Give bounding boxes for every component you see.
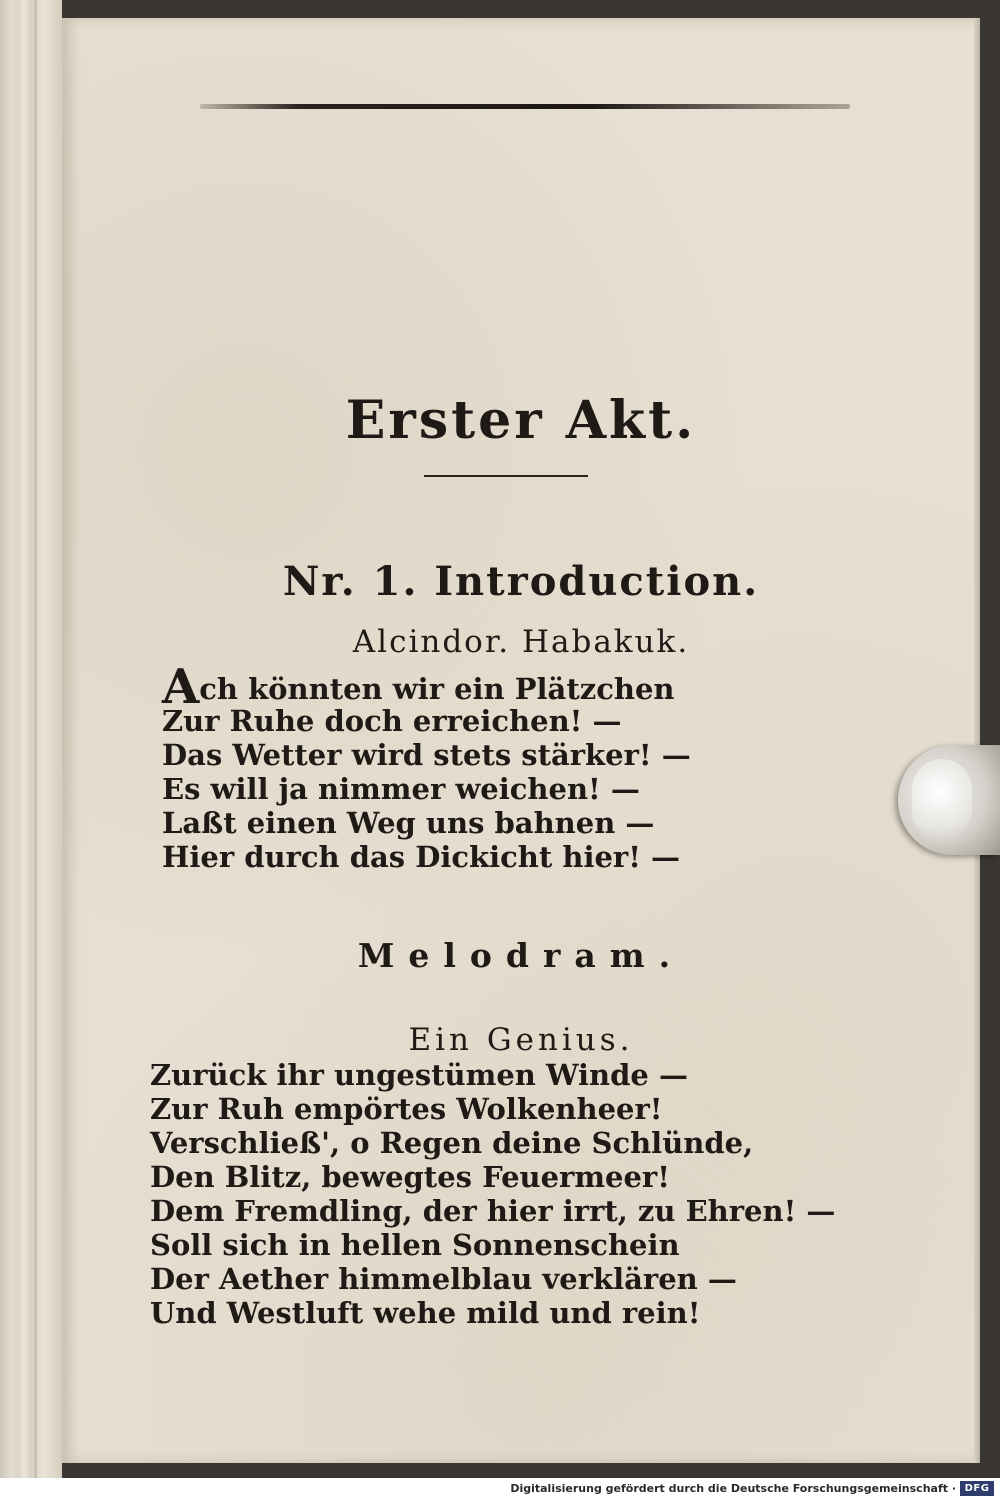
- book-page: [62, 18, 980, 1463]
- verse-line: Den Blitz, bewegtes Feuermeer!: [150, 1160, 670, 1194]
- verse-line: Hier durch das Dickicht hier! —: [162, 840, 681, 874]
- dfg-logo: DFG: [960, 1481, 994, 1496]
- verse-line: Zur Ruh empörtes Wolkenheer!: [150, 1092, 663, 1126]
- verse-line: Der Aether himmelblau verklären —: [150, 1262, 737, 1296]
- verse-line: Zurück ihr ungestümen Winde —: [150, 1058, 688, 1092]
- verse-line: [162, 659, 691, 715]
- verse-line: Verschließ', o Regen deine Schlünde,: [150, 1126, 754, 1160]
- title-divider: [424, 475, 588, 477]
- speakers-line: Alcindor. Habakuk.: [352, 624, 690, 660]
- funding-credit: Digitalisierung gefördert durch die Deutsche Forschungsgemeinschaft ·: [510, 1482, 956, 1495]
- verse-line: Das Wetter wird stets stärker! —: [162, 738, 691, 772]
- footer-bar: [0, 1478, 1000, 1500]
- spine-fold: [34, 0, 37, 1478]
- verse-line: Es will ja nimmer weichen! —: [162, 772, 640, 806]
- page-edge: [974, 18, 980, 1463]
- melodram-heading: Melodram.: [357, 936, 685, 975]
- verse-block-two: [150, 1058, 835, 1330]
- book-spine: [0, 0, 62, 1478]
- verse-line: Und Westluft wehe mild und rein!: [150, 1296, 701, 1330]
- verse-line: Soll sich in hellen Sonnenschein: [150, 1228, 680, 1262]
- number-heading: Nr. 1. Introduction.: [282, 558, 760, 605]
- top-rule: [200, 104, 850, 109]
- verse-block-one: [162, 659, 691, 874]
- page-clip: [898, 745, 1000, 855]
- verse-line: Dem Fremdling, der hier irrt, zu Ehren! —: [150, 1194, 836, 1228]
- act-title: Erster Akt.: [345, 390, 697, 451]
- verse-line-text: ch könnten wir ein Plätzchen: [199, 672, 675, 706]
- verse-line: Laßt einen Weg uns bahnen —: [162, 806, 655, 840]
- verse-line: Zur Ruhe doch erreichen! —: [162, 704, 622, 738]
- speaker-genius: Ein Genius.: [408, 1022, 634, 1058]
- page-clip-highlight: [912, 759, 972, 841]
- drop-initial: A: [162, 659, 200, 715]
